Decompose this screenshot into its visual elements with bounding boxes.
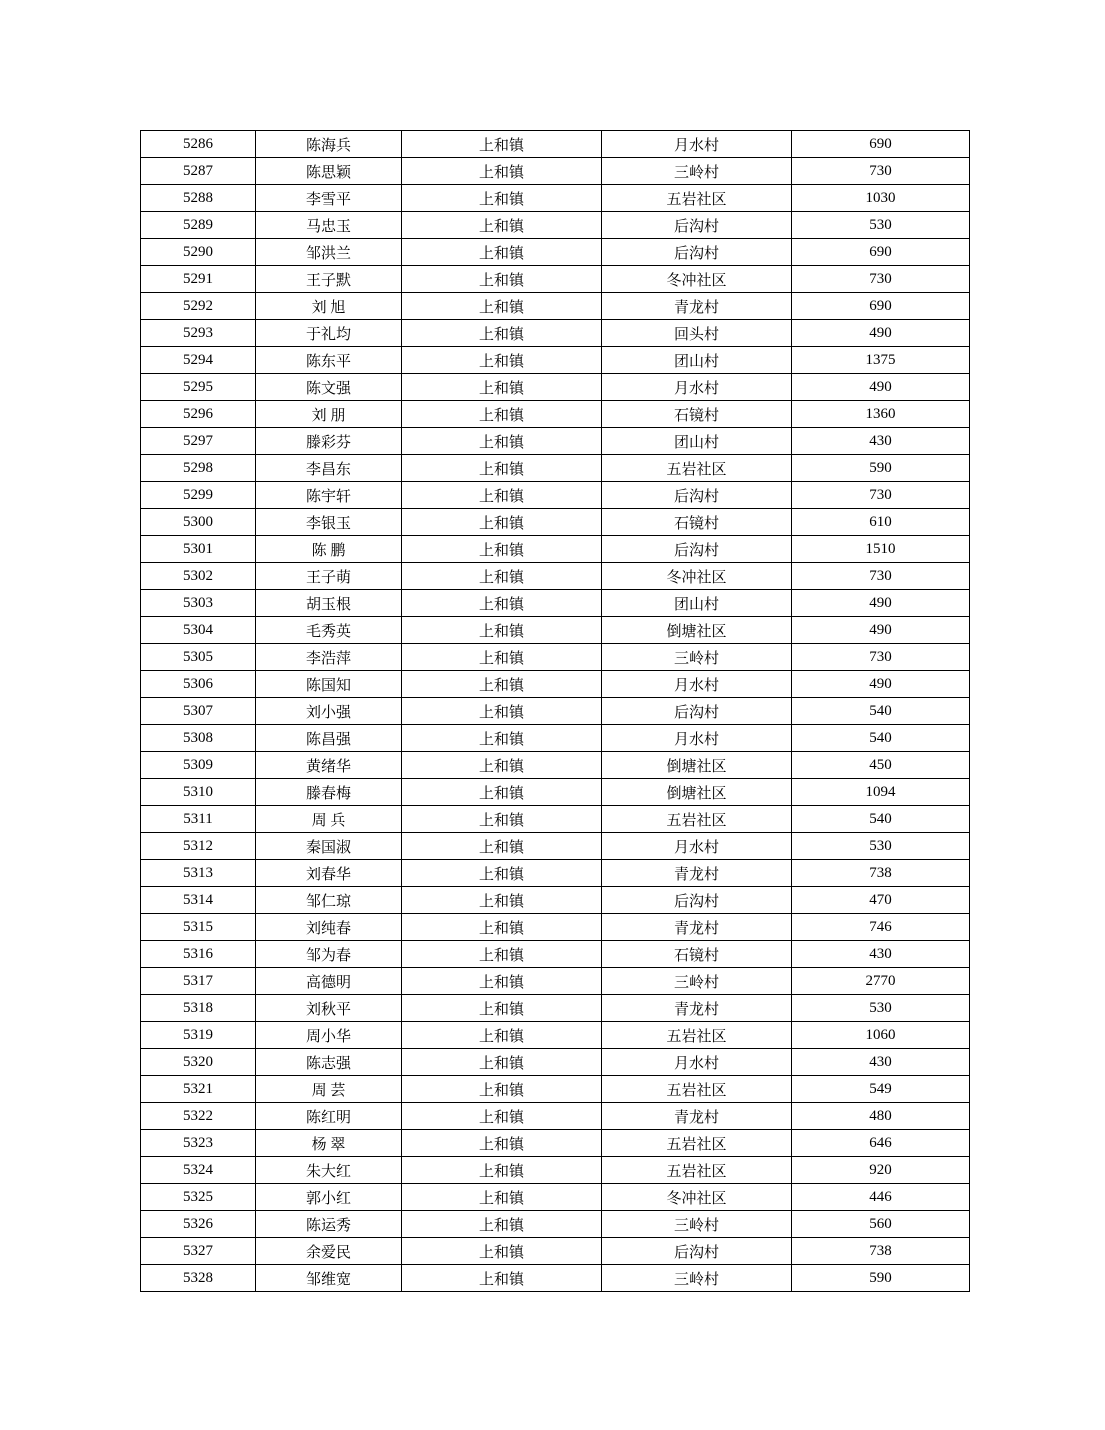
table-row [141,266,970,293]
cell-town: 上和镇 [402,1130,602,1157]
table-row [141,968,970,995]
cell-id: 5288 [141,185,256,212]
cell-town: 上和镇 [402,293,602,320]
cell-town: 上和镇 [402,1103,602,1130]
cell-village: 五岩社区 [602,1022,792,1049]
cell-town: 上和镇 [402,1238,602,1265]
cell-id: 5301 [141,536,256,563]
cell-id: 5321 [141,1076,256,1103]
cell-village: 冬冲社区 [602,266,792,293]
cell-id: 5327 [141,1238,256,1265]
cell-name: 李银玉 [256,509,402,536]
cell-village: 后沟村 [602,482,792,509]
table-row [141,860,970,887]
cell-amount: 690 [792,293,970,320]
cell-town: 上和镇 [402,266,602,293]
cell-town: 上和镇 [402,374,602,401]
cell-amount: 480 [792,1103,970,1130]
table-row [141,617,970,644]
table-row [141,1157,970,1184]
cell-village: 三岭村 [602,1211,792,1238]
cell-id: 5312 [141,833,256,860]
cell-id: 5299 [141,482,256,509]
cell-town: 上和镇 [402,455,602,482]
cell-village: 月水村 [602,671,792,698]
cell-name: 黄绪华 [256,752,402,779]
cell-amount: 646 [792,1130,970,1157]
table-row [141,914,970,941]
cell-name: 邹维宽 [256,1265,402,1292]
cell-amount: 746 [792,914,970,941]
table-row [141,644,970,671]
table-row [141,1103,970,1130]
cell-name: 王子萌 [256,563,402,590]
cell-id: 5309 [141,752,256,779]
cell-id: 5298 [141,455,256,482]
cell-amount: 590 [792,1265,970,1292]
cell-id: 5308 [141,725,256,752]
cell-id: 5317 [141,968,256,995]
cell-village: 后沟村 [602,239,792,266]
cell-id: 5310 [141,779,256,806]
cell-id: 5291 [141,266,256,293]
cell-name: 郭小红 [256,1184,402,1211]
cell-amount: 738 [792,860,970,887]
cell-amount: 430 [792,941,970,968]
cell-town: 上和镇 [402,833,602,860]
table-row [141,239,970,266]
cell-village: 五岩社区 [602,1157,792,1184]
cell-town: 上和镇 [402,806,602,833]
table-row [141,401,970,428]
cell-village: 回头村 [602,320,792,347]
table-row [141,428,970,455]
cell-id: 5320 [141,1049,256,1076]
cell-village: 五岩社区 [602,1076,792,1103]
table-row [141,1130,970,1157]
cell-id: 5296 [141,401,256,428]
cell-town: 上和镇 [402,644,602,671]
cell-town: 上和镇 [402,860,602,887]
cell-town: 上和镇 [402,995,602,1022]
cell-amount: 690 [792,239,970,266]
cell-id: 5307 [141,698,256,725]
table-row [141,1076,970,1103]
table-row [141,725,970,752]
cell-village: 石镜村 [602,941,792,968]
cell-amount: 430 [792,428,970,455]
cell-amount: 450 [792,752,970,779]
cell-amount: 1510 [792,536,970,563]
cell-town: 上和镇 [402,725,602,752]
cell-name: 刘小强 [256,698,402,725]
cell-village: 后沟村 [602,536,792,563]
cell-village: 团山村 [602,590,792,617]
cell-name: 高德明 [256,968,402,995]
cell-village: 五岩社区 [602,806,792,833]
cell-amount: 730 [792,158,970,185]
cell-id: 5300 [141,509,256,536]
cell-id: 5286 [141,131,256,158]
table-row [141,887,970,914]
cell-id: 5287 [141,158,256,185]
cell-village: 后沟村 [602,887,792,914]
cell-name: 秦国淑 [256,833,402,860]
cell-id: 5295 [141,374,256,401]
cell-village: 青龙村 [602,995,792,1022]
cell-village: 青龙村 [602,860,792,887]
cell-name: 陈宇轩 [256,482,402,509]
cell-name: 陈思颖 [256,158,402,185]
table-row [141,509,970,536]
data-table [140,130,970,1292]
cell-amount: 1375 [792,347,970,374]
cell-village: 石镜村 [602,401,792,428]
cell-id: 5294 [141,347,256,374]
cell-town: 上和镇 [402,1022,602,1049]
cell-name: 陈文强 [256,374,402,401]
cell-amount: 1360 [792,401,970,428]
table-row [141,482,970,509]
cell-village: 冬冲社区 [602,1184,792,1211]
cell-id: 5293 [141,320,256,347]
cell-id: 5315 [141,914,256,941]
table-row [141,806,970,833]
cell-name: 周 兵 [256,806,402,833]
cell-town: 上和镇 [402,752,602,779]
cell-id: 5292 [141,293,256,320]
cell-town: 上和镇 [402,779,602,806]
cell-amount: 2770 [792,968,970,995]
cell-name: 李昌东 [256,455,402,482]
cell-village: 青龙村 [602,914,792,941]
cell-id: 5328 [141,1265,256,1292]
cell-town: 上和镇 [402,320,602,347]
cell-town: 上和镇 [402,617,602,644]
table-row [141,590,970,617]
cell-name: 邹洪兰 [256,239,402,266]
table-row [141,833,970,860]
table-row [141,455,970,482]
cell-amount: 730 [792,482,970,509]
cell-name: 滕彩芬 [256,428,402,455]
cell-name: 毛秀英 [256,617,402,644]
table-row [141,374,970,401]
table-row [141,293,970,320]
cell-village: 三岭村 [602,158,792,185]
cell-town: 上和镇 [402,1076,602,1103]
cell-village: 倒塘社区 [602,752,792,779]
cell-amount: 530 [792,833,970,860]
cell-amount: 490 [792,320,970,347]
cell-village: 三岭村 [602,1265,792,1292]
cell-name: 陈海兵 [256,131,402,158]
table-row [141,185,970,212]
cell-village: 月水村 [602,725,792,752]
cell-amount: 490 [792,617,970,644]
cell-amount: 920 [792,1157,970,1184]
cell-amount: 540 [792,725,970,752]
cell-name: 刘 朋 [256,401,402,428]
cell-village: 五岩社区 [602,455,792,482]
cell-town: 上和镇 [402,563,602,590]
table-row [141,131,970,158]
cell-name: 陈运秀 [256,1211,402,1238]
cell-town: 上和镇 [402,590,602,617]
table-row [141,320,970,347]
cell-name: 刘 旭 [256,293,402,320]
cell-amount: 470 [792,887,970,914]
cell-amount: 1060 [792,1022,970,1049]
table-row [141,1049,970,1076]
cell-village: 三岭村 [602,644,792,671]
table-row [141,1211,970,1238]
cell-village: 后沟村 [602,1238,792,1265]
cell-town: 上和镇 [402,887,602,914]
cell-amount: 530 [792,212,970,239]
cell-name: 陈昌强 [256,725,402,752]
cell-town: 上和镇 [402,1265,602,1292]
cell-name: 刘春华 [256,860,402,887]
cell-name: 马忠玉 [256,212,402,239]
cell-village: 团山村 [602,428,792,455]
cell-name: 刘秋平 [256,995,402,1022]
cell-amount: 540 [792,698,970,725]
cell-town: 上和镇 [402,1157,602,1184]
cell-name: 陈东平 [256,347,402,374]
cell-name: 滕春梅 [256,779,402,806]
cell-village: 倒塘社区 [602,617,792,644]
table-row [141,212,970,239]
cell-id: 5302 [141,563,256,590]
table-row [141,347,970,374]
cell-town: 上和镇 [402,401,602,428]
cell-town: 上和镇 [402,158,602,185]
cell-id: 5324 [141,1157,256,1184]
cell-id: 5305 [141,644,256,671]
cell-town: 上和镇 [402,698,602,725]
cell-id: 5316 [141,941,256,968]
cell-village: 冬冲社区 [602,563,792,590]
table-row [141,698,970,725]
cell-amount: 430 [792,1049,970,1076]
cell-town: 上和镇 [402,968,602,995]
cell-amount: 490 [792,671,970,698]
table-row [141,941,970,968]
cell-village: 青龙村 [602,293,792,320]
cell-amount: 1030 [792,185,970,212]
cell-town: 上和镇 [402,482,602,509]
cell-name: 周 芸 [256,1076,402,1103]
table-row [141,752,970,779]
cell-amount: 730 [792,266,970,293]
cell-id: 5318 [141,995,256,1022]
table-body [141,131,970,1292]
cell-amount: 738 [792,1238,970,1265]
cell-village: 青龙村 [602,1103,792,1130]
cell-amount: 560 [792,1211,970,1238]
cell-name: 陈志强 [256,1049,402,1076]
cell-amount: 549 [792,1076,970,1103]
cell-id: 5311 [141,806,256,833]
cell-village: 倒塘社区 [602,779,792,806]
cell-town: 上和镇 [402,1184,602,1211]
cell-name: 李浩萍 [256,644,402,671]
cell-id: 5325 [141,1184,256,1211]
cell-town: 上和镇 [402,131,602,158]
cell-name: 周小华 [256,1022,402,1049]
cell-town: 上和镇 [402,914,602,941]
cell-town: 上和镇 [402,428,602,455]
cell-id: 5297 [141,428,256,455]
cell-name: 李雪平 [256,185,402,212]
cell-id: 5290 [141,239,256,266]
cell-town: 上和镇 [402,239,602,266]
cell-town: 上和镇 [402,671,602,698]
cell-town: 上和镇 [402,536,602,563]
cell-village: 五岩社区 [602,1130,792,1157]
cell-name: 邹为春 [256,941,402,968]
cell-village: 月水村 [602,374,792,401]
cell-id: 5303 [141,590,256,617]
table-row [141,1265,970,1292]
table-row [141,1184,970,1211]
cell-town: 上和镇 [402,347,602,374]
cell-village: 五岩社区 [602,185,792,212]
table-row [141,1022,970,1049]
cell-town: 上和镇 [402,509,602,536]
cell-village: 团山村 [602,347,792,374]
cell-id: 5319 [141,1022,256,1049]
cell-name: 王子默 [256,266,402,293]
cell-id: 5323 [141,1130,256,1157]
cell-village: 石镜村 [602,509,792,536]
cell-town: 上和镇 [402,941,602,968]
cell-amount: 490 [792,590,970,617]
cell-name: 邹仁琼 [256,887,402,914]
cell-name: 刘纯春 [256,914,402,941]
table-row [141,536,970,563]
table-row [141,671,970,698]
cell-id: 5304 [141,617,256,644]
cell-amount: 490 [792,374,970,401]
cell-id: 5322 [141,1103,256,1130]
cell-id: 5289 [141,212,256,239]
cell-amount: 590 [792,455,970,482]
cell-name: 陈国知 [256,671,402,698]
cell-amount: 730 [792,563,970,590]
cell-village: 后沟村 [602,212,792,239]
cell-id: 5326 [141,1211,256,1238]
cell-village: 月水村 [602,131,792,158]
cell-id: 5306 [141,671,256,698]
cell-village: 月水村 [602,1049,792,1076]
table-row [141,563,970,590]
cell-town: 上和镇 [402,212,602,239]
cell-id: 5313 [141,860,256,887]
cell-town: 上和镇 [402,1049,602,1076]
cell-name: 朱大红 [256,1157,402,1184]
table-row [141,1238,970,1265]
table-row [141,779,970,806]
cell-name: 胡玉根 [256,590,402,617]
cell-amount: 690 [792,131,970,158]
cell-amount: 1094 [792,779,970,806]
cell-name: 杨 翠 [256,1130,402,1157]
cell-amount: 730 [792,644,970,671]
cell-amount: 540 [792,806,970,833]
cell-village: 后沟村 [602,698,792,725]
cell-name: 陈 鹏 [256,536,402,563]
cell-village: 三岭村 [602,968,792,995]
cell-amount: 530 [792,995,970,1022]
cell-amount: 610 [792,509,970,536]
table-row [141,158,970,185]
cell-amount: 446 [792,1184,970,1211]
cell-town: 上和镇 [402,1211,602,1238]
cell-name: 余爱民 [256,1238,402,1265]
cell-name: 于礼均 [256,320,402,347]
cell-town: 上和镇 [402,185,602,212]
table-row [141,995,970,1022]
cell-name: 陈红明 [256,1103,402,1130]
cell-id: 5314 [141,887,256,914]
cell-village: 月水村 [602,833,792,860]
